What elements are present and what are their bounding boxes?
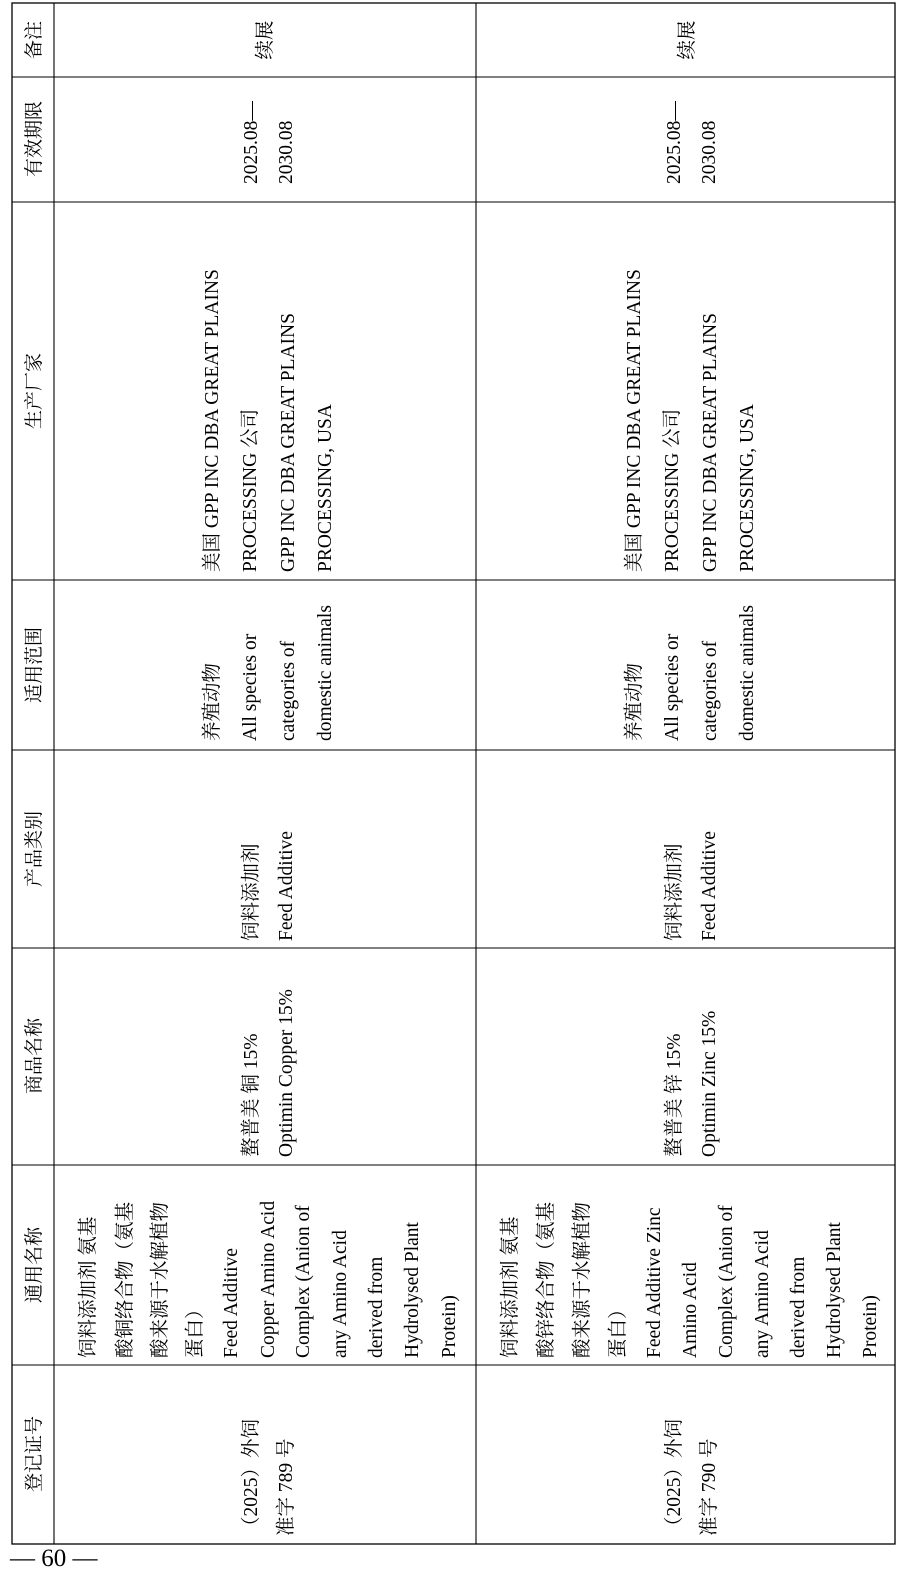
- cell-category: 饲料添加剂: [241, 843, 262, 941]
- cell-manufacturer: GPP INC DBA GREAT PLAINS: [278, 313, 299, 572]
- cell-common-name: Feed Additive: [221, 1248, 242, 1358]
- cell-trade-name: Optimin Zinc 15%: [699, 1010, 720, 1157]
- table-row: [499, 20, 881, 1536]
- cell-common-name: 酸铜络合物（氨基: [115, 1201, 136, 1358]
- cell-reg-no: （2025）外饲: [241, 1418, 262, 1536]
- cell-validity: 2025.08—: [664, 101, 685, 184]
- cell-manufacturer: PROCESSING, USA: [737, 404, 758, 572]
- cell-common-name: 饲料添加剂 氨基: [78, 1216, 99, 1358]
- cell-validity: 2030.08: [699, 120, 720, 184]
- cell-scope: 养殖动物: [624, 662, 645, 741]
- cell-common-name: Hydrolysed Plant: [402, 1222, 423, 1358]
- cell-common-name: 蛋白）: [185, 1299, 206, 1358]
- cell-scope: domestic animals: [737, 605, 758, 741]
- header-row: [23, 21, 45, 1492]
- cell-manufacturer: PROCESSING 公司: [240, 408, 261, 572]
- table-row: [77, 20, 460, 1536]
- cell-remark: 续展: [677, 20, 698, 60]
- header-scope: 适用范围: [24, 626, 45, 704]
- cell-trade-name: 螯普美 锌 15%: [664, 1033, 685, 1157]
- header-validity: 有效期限: [24, 100, 45, 178]
- cell-manufacturer: GPP INC DBA GREAT PLAINS: [700, 313, 721, 572]
- cell-manufacturer: PROCESSING 公司: [662, 408, 683, 572]
- cell-common-name: derived from: [788, 1256, 809, 1358]
- cell-reg-no: （2025）外饲: [664, 1418, 685, 1536]
- cell-scope: categories of: [700, 640, 721, 741]
- cell-reg-no: 准字 789 号: [276, 1438, 297, 1536]
- header-trade-name: 商品名称: [24, 1017, 45, 1095]
- header-remark: 备注: [24, 20, 45, 60]
- header-category: 产品类别: [24, 810, 45, 888]
- cell-common-name: Complex (Anion of: [293, 1205, 314, 1358]
- cell-common-name: Copper Amino Acid: [258, 1200, 279, 1358]
- cell-trade-name: 螯普美 铜 15%: [241, 1033, 262, 1157]
- cell-category: Feed Additive: [276, 831, 297, 941]
- cell-category: 饲料添加剂: [664, 843, 685, 941]
- cell-common-name: Complex (Anion of: [716, 1205, 737, 1358]
- cell-manufacturer: 美国 GPP INC DBA GREAT PLAINS: [624, 269, 645, 572]
- cell-common-name: Hydrolysed Plant: [824, 1222, 845, 1358]
- cell-validity: 2030.08: [276, 120, 297, 184]
- cell-remark: 续展: [255, 20, 276, 60]
- header-common-name: 通用名称: [24, 1226, 45, 1304]
- cell-common-name: 酸锌络合物（氨基: [536, 1201, 557, 1358]
- cell-reg-no: 准字 790 号: [699, 1438, 720, 1536]
- cell-common-name: any Amino Acid: [752, 1230, 773, 1358]
- cell-trade-name: Optimin Copper 15%: [276, 989, 297, 1157]
- cell-common-name: 饲料添加剂 氨基: [500, 1216, 521, 1358]
- cell-scope: domestic animals: [315, 605, 336, 741]
- cell-scope: 养殖动物: [202, 662, 223, 741]
- cell-common-name: derived from: [366, 1256, 387, 1358]
- page-number: — 60 —: [10, 1545, 98, 1571]
- cell-manufacturer: PROCESSING, USA: [315, 404, 336, 572]
- cell-scope: categories of: [278, 640, 299, 741]
- cell-scope: All species or: [662, 633, 683, 741]
- cell-common-name: Amino Acid: [680, 1262, 701, 1358]
- header-reg-no: 登记证号: [24, 1415, 45, 1493]
- cell-manufacturer: 美国 GPP INC DBA GREAT PLAINS: [202, 269, 223, 572]
- cell-common-name: 酸来源于水解植物: [150, 1201, 171, 1358]
- header-manufacturer: 生产厂家: [24, 352, 45, 430]
- cell-common-name: Feed Additive Zinc: [644, 1207, 665, 1358]
- cell-common-name: Protein): [860, 1295, 881, 1358]
- cell-common-name: 蛋白）: [608, 1299, 629, 1358]
- cell-category: Feed Additive: [699, 831, 720, 941]
- cell-common-name: 酸来源于水解植物: [572, 1201, 593, 1358]
- cell-common-name: any Amino Acid: [330, 1230, 351, 1358]
- cell-common-name: Protein): [439, 1295, 460, 1358]
- cell-validity: 2025.08—: [241, 101, 262, 184]
- cell-scope: All species or: [240, 633, 261, 741]
